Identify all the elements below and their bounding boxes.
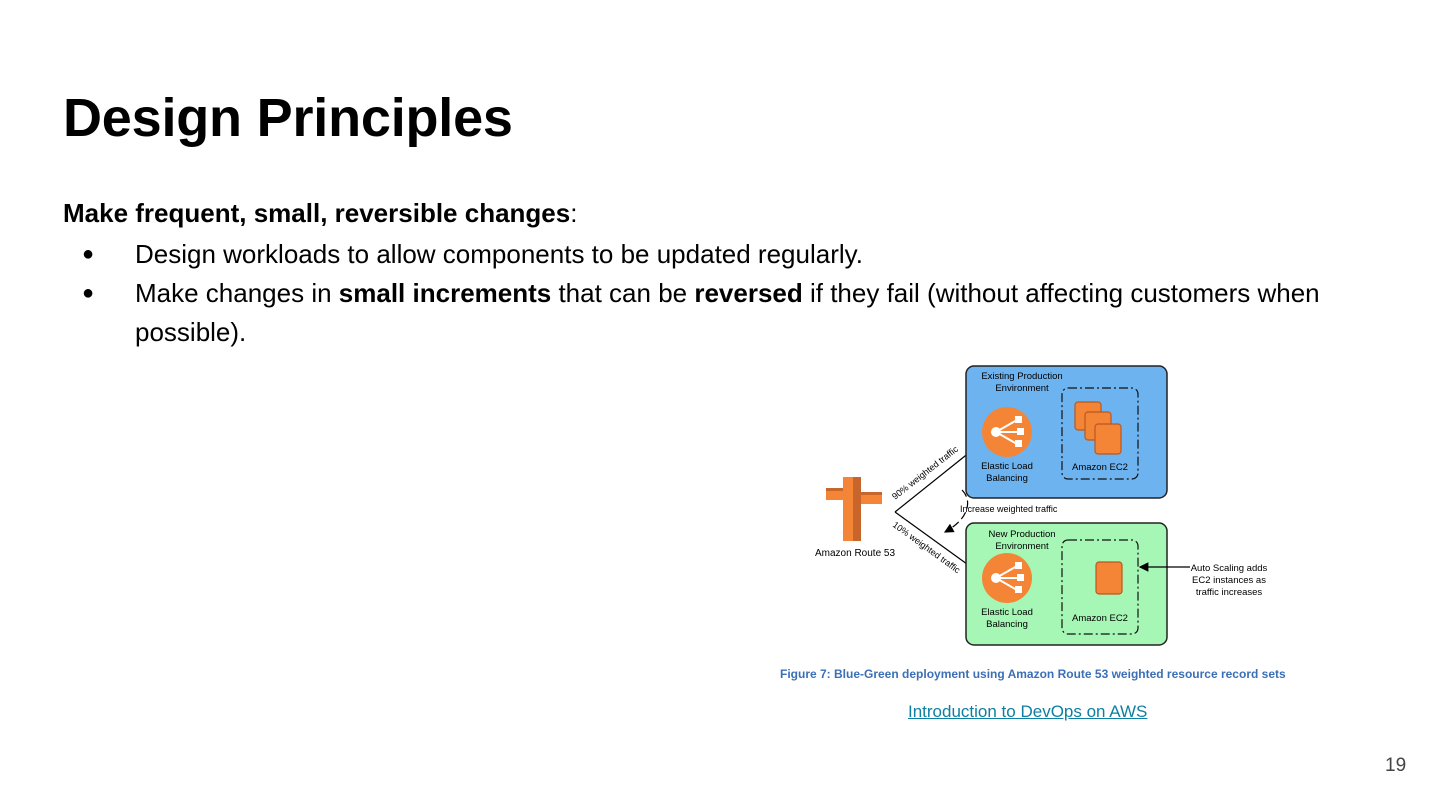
bullet-item (0, 235, 1395, 274)
elb-label-line2: Balancing (986, 619, 1028, 630)
elb-icon (982, 553, 1032, 603)
blue-green-diagram (800, 360, 1300, 650)
lead-colon: : (570, 198, 578, 228)
route53-label: Amazon Route 53 (815, 548, 896, 559)
bullet-bold-small-increments: small increments (338, 278, 552, 308)
slide-title: Design Principles (63, 88, 513, 148)
autoscaling-line2: EC2 instances as (1192, 575, 1266, 586)
bullet-text: if they fail (without affecting customers when possible). (135, 278, 1320, 347)
route53-icon (826, 477, 882, 541)
ec2-label: Amazon EC2 (1072, 462, 1128, 473)
lead-text (63, 196, 577, 230)
lead-bold: Make frequent, small, reversible changes (63, 198, 571, 228)
bullet-text: Design workloads to allow components to be updated regularly. (135, 239, 863, 269)
label-10: 10% weighted traffic (890, 519, 963, 576)
bullet-marker: ● (82, 243, 95, 265)
existing-env-title: Existing Production (981, 371, 1063, 382)
autoscaling-line3: traffic increases (1195, 587, 1263, 598)
label-90: 90% weighted traffic (890, 443, 960, 502)
bullet-item (0, 274, 1395, 352)
bullet-text: that can be (551, 278, 695, 308)
ec2-instance-icon (1096, 562, 1122, 594)
elb-label-line1: Elastic Load (981, 461, 1033, 472)
new-env-subtitle: Environment (995, 541, 1049, 552)
bullet-bold-reversed: reversed (694, 278, 803, 308)
source-link[interactable]: Introduction to DevOps on AWS (908, 702, 1148, 721)
ec2-label: Amazon EC2 (1072, 613, 1128, 624)
increase-label: Increase weighted traffic (960, 504, 1058, 514)
elb-label-line1: Elastic Load (981, 607, 1033, 618)
new-env-title: New Production (988, 529, 1056, 540)
existing-env-subtitle: Environment (995, 383, 1049, 394)
bullet-list (0, 235, 1440, 352)
page-number: 19 (1385, 755, 1407, 776)
bullet-text: Make changes in (135, 278, 339, 308)
elb-label-line2: Balancing (986, 473, 1028, 484)
autoscaling-line1: Auto Scaling adds (1190, 563, 1268, 574)
figure-caption: Figure 7: Blue-Green deployment using Amazon Route 53 weighted resource record sets (780, 667, 1286, 681)
elb-icon (982, 407, 1032, 457)
bullet-marker: ● (82, 282, 95, 304)
